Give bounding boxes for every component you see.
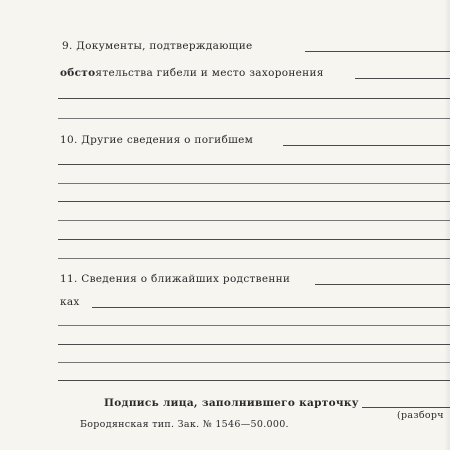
section-9-line-3[interactable] [58, 98, 450, 99]
section-10-line-4[interactable] [58, 201, 450, 202]
section-11-line-1[interactable] [315, 284, 450, 285]
section-10-line-2[interactable] [58, 164, 450, 165]
section-9-line-1[interactable] [305, 51, 450, 52]
section-11-label: 11. Сведения о ближайших родственни [60, 273, 291, 285]
section-10-line-7[interactable] [58, 258, 450, 259]
section-11-line-2[interactable] [92, 307, 450, 308]
section-10-line-5[interactable] [58, 220, 450, 221]
section-9-line-4[interactable] [58, 118, 450, 119]
section-11-line-6[interactable] [58, 380, 450, 381]
section-9-label-cont [60, 67, 324, 80]
section-10-line-1[interactable] [283, 145, 450, 146]
section-9-line-2[interactable] [355, 78, 450, 79]
section-11-line-4[interactable] [58, 344, 450, 345]
section-10-line-3[interactable] [58, 183, 450, 184]
section-9-bold-prefix: обсто [60, 67, 96, 79]
signature-hint: (разборч [397, 410, 444, 421]
signature-line[interactable] [362, 407, 450, 408]
section-11-line-5[interactable] [58, 362, 450, 363]
section-11-label-cont: ках [60, 296, 80, 308]
section-11-line-3[interactable] [58, 325, 450, 326]
printer-imprint: Бородянская тип. Зак. № 1546—50.000. [80, 419, 289, 430]
section-9-label: 9. Документы, подтверждающие [62, 40, 253, 52]
section-9-rest: ятельства гибели и место захоронения [95, 67, 324, 79]
section-10-label: 10. Другие сведения о погибшем [60, 134, 254, 146]
section-10-line-6[interactable] [58, 239, 450, 240]
signature-label: Подпись лица, заполнившего карточку [104, 397, 359, 409]
